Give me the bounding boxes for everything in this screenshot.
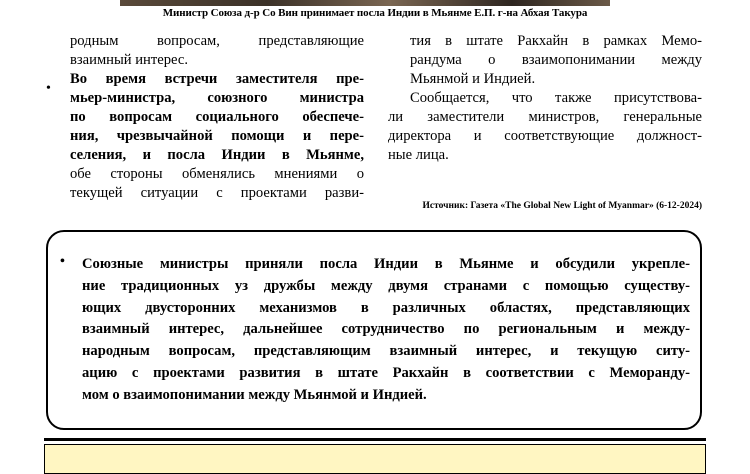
summary-line: ющих двусторонних механизмов в различных областях, представляющих	[82, 299, 690, 316]
right-column	[388, 32, 702, 165]
summary-line: Союзные министры приняли посла Индии в Мьянме и обсудили укрепле-	[82, 256, 690, 272]
text-line: ли заместители министров, генеральные	[388, 109, 702, 125]
text-line: взаимный интерес.	[70, 52, 188, 68]
bold-text-line: ния, чрезвычайной помощи и пере-	[70, 128, 364, 144]
text-line: рандума о взаимопонимании между	[410, 52, 702, 68]
summary-text	[82, 254, 690, 407]
bullet-marker: •	[46, 81, 51, 96]
summary-bullet-marker: •	[60, 254, 65, 269]
summary-line: взаимный интерес, дальнейшее сотрудничество по региональным и между-	[82, 321, 690, 338]
bold-text-line: по вопросам социального обеспече-	[70, 109, 364, 125]
text-line: тия в штате Ракхайн в рамках Мемо-	[410, 33, 702, 49]
text-line: Сообщается, что также присутствова-	[410, 90, 702, 106]
summary-line: ацию с проектами развития в штате Ракхайн в соответствии с Меморанду-	[82, 364, 690, 381]
bold-text-line: Во время встречи заместителя пре-	[70, 71, 364, 87]
highlight-box	[44, 444, 706, 474]
photo-caption: Министр Союза д-р Со Вин принимает посла Индии в Мьянме Е.П. г-на Абхая Такура	[162, 7, 588, 19]
summary-line: ние традиционных уз дружбы между двумя странами с помощью существу-	[82, 277, 690, 294]
source-note: Источник: Газета «The Global New Light of Myanmar» (6-12-2024)	[422, 201, 702, 211]
text-line: Мьянмой и Индией.	[410, 71, 536, 87]
text-line: директора и соответствующие должност-	[388, 128, 702, 144]
horizontal-rule	[44, 438, 706, 441]
bold-text-line: мьер-министра, союзного министра	[70, 90, 364, 106]
text-line: ные лица.	[388, 147, 449, 163]
photo-bottom-edge	[120, 0, 610, 6]
text-line: текущей ситуации с проектами разви-	[70, 185, 364, 201]
summary-line: народным вопросам, представляющим взаимный интерес, и текущую ситу-	[82, 343, 690, 360]
summary-line: мом о взаимопонимании между Мьянмой и Индией.	[82, 386, 427, 403]
text-line: родным вопросам, представляющие	[70, 33, 364, 49]
text-line: обе стороны обменялись мнениями о	[70, 166, 364, 182]
left-column	[48, 32, 364, 203]
bold-text-line: селения, и посла Индии в Мьянме,	[70, 147, 364, 163]
